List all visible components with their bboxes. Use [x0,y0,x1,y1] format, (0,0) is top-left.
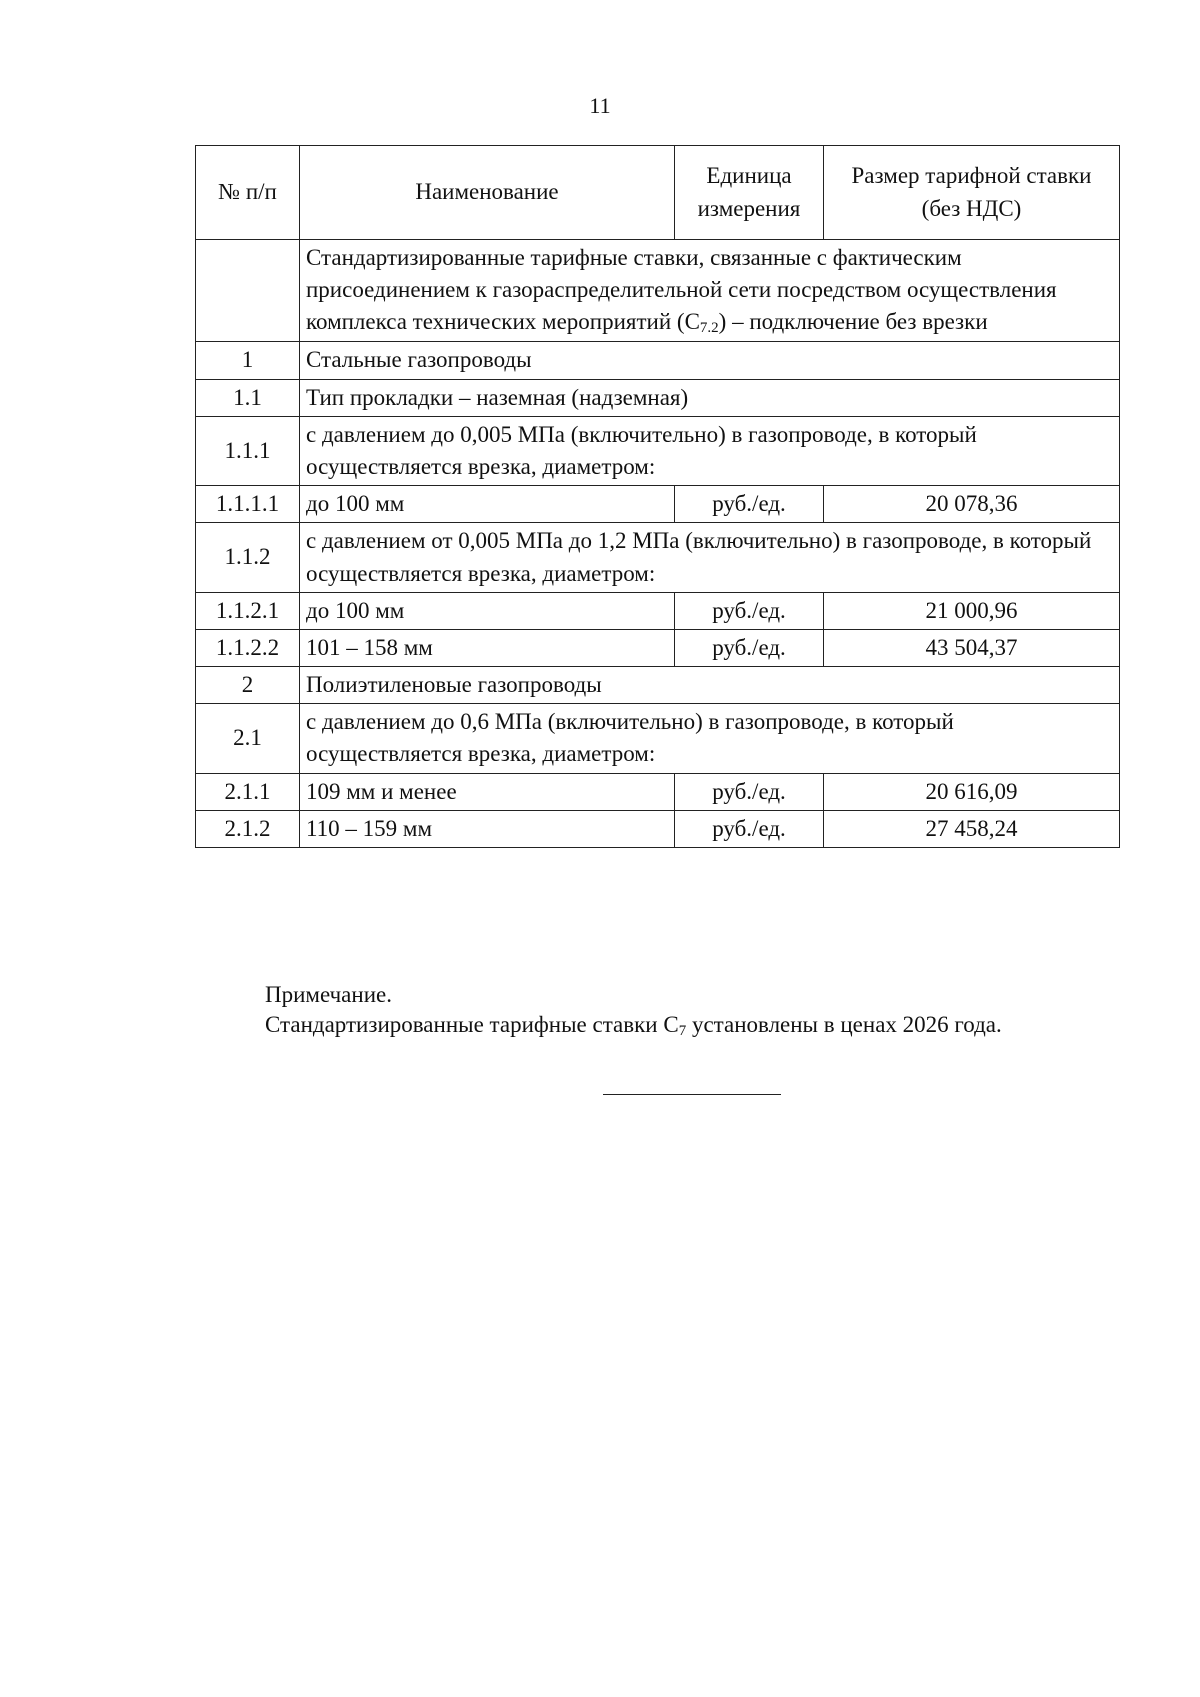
row-name: 110 – 159 мм [300,810,675,847]
row-unit: руб./ед. [675,629,824,666]
table-row [196,523,1120,592]
table-row [196,629,1120,666]
row-number: 1 [196,342,300,379]
row-number: 2.1 [196,704,300,773]
page-number: 11 [589,93,611,118]
row-rate: 43 504,37 [824,629,1120,666]
row-name: Тип прокладки – наземная (надземная) [300,379,1120,416]
section-title: Стандартизированные тарифные ставки, связанные с фактическим присоединением к газораспределительной сети посредством осуществления комплекса технических мероприятий $(С_{7.2})$ – подключение без врезки [300,240,1120,342]
row-rate: 20 616,09 [824,773,1120,810]
row-number: 2.1.2 [196,810,300,847]
row-name: Полиэтиленовые газопроводы [300,667,1120,704]
row-name: Стальные газопроводы [300,342,1120,379]
table-row [196,342,1120,379]
table-row [196,379,1120,416]
row-number: 1.1.2.2 [196,629,300,666]
tariff-table [195,145,1120,848]
row-name: с давлением от 0,005 МПа до 1,2 МПа (включительно) в газопроводе, в который осуществляется врезка, диаметром: [300,523,1120,592]
table-row [196,592,1120,629]
row-name: до 100 мм [300,486,675,523]
row-number: 1.1.1.1 [196,486,300,523]
row-number: 2.1.1 [196,773,300,810]
header-unit: Единица измерения [675,146,824,240]
row-name: с давлением до 0,6 МПа (включительно) в газопроводе, в который осуществляется врезка, диаметром: [300,704,1120,773]
row-number: 1.1.2 [196,523,300,592]
header-no: № п/п [196,146,300,240]
row-number: 2 [196,667,300,704]
table-row [196,486,1120,523]
table-row [196,704,1120,773]
table-row [196,810,1120,847]
table-row [196,667,1120,704]
note-text: Стандартизированные тарифные ставки $С_7$ установлены в ценах 2026 года. [265,1012,1002,1039]
header-name: Наименование [300,146,675,240]
row-name: с давлением до 0,005 МПа (включительно) в газопроводе, в который осуществляется врезка, диаметром: [300,416,1120,485]
row-unit: руб./ед. [675,773,824,810]
row-rate: 21 000,96 [824,592,1120,629]
row-unit: руб./ед. [675,486,824,523]
row-number: 1.1.1 [196,416,300,485]
table-header-row [196,146,1120,240]
header-rate: Размер тарифной ставки (без НДС) [824,146,1120,240]
row-rate: 20 078,36 [824,486,1120,523]
table-row [196,416,1120,485]
row-name: 101 – 158 мм [300,629,675,666]
table-row [196,773,1120,810]
row-unit: руб./ед. [675,592,824,629]
row-rate: 27 458,24 [824,810,1120,847]
row-name: до 100 мм [300,592,675,629]
row-number: 1.1 [196,379,300,416]
row-unit: руб./ед. [675,810,824,847]
row-name: 109 мм и менее [300,773,675,810]
section-row [196,240,1120,342]
closing-rule [603,1094,781,1095]
row-number: 1.1.2.1 [196,592,300,629]
note-title: Примечание. [265,982,392,1007]
section-no-cell [196,240,300,342]
